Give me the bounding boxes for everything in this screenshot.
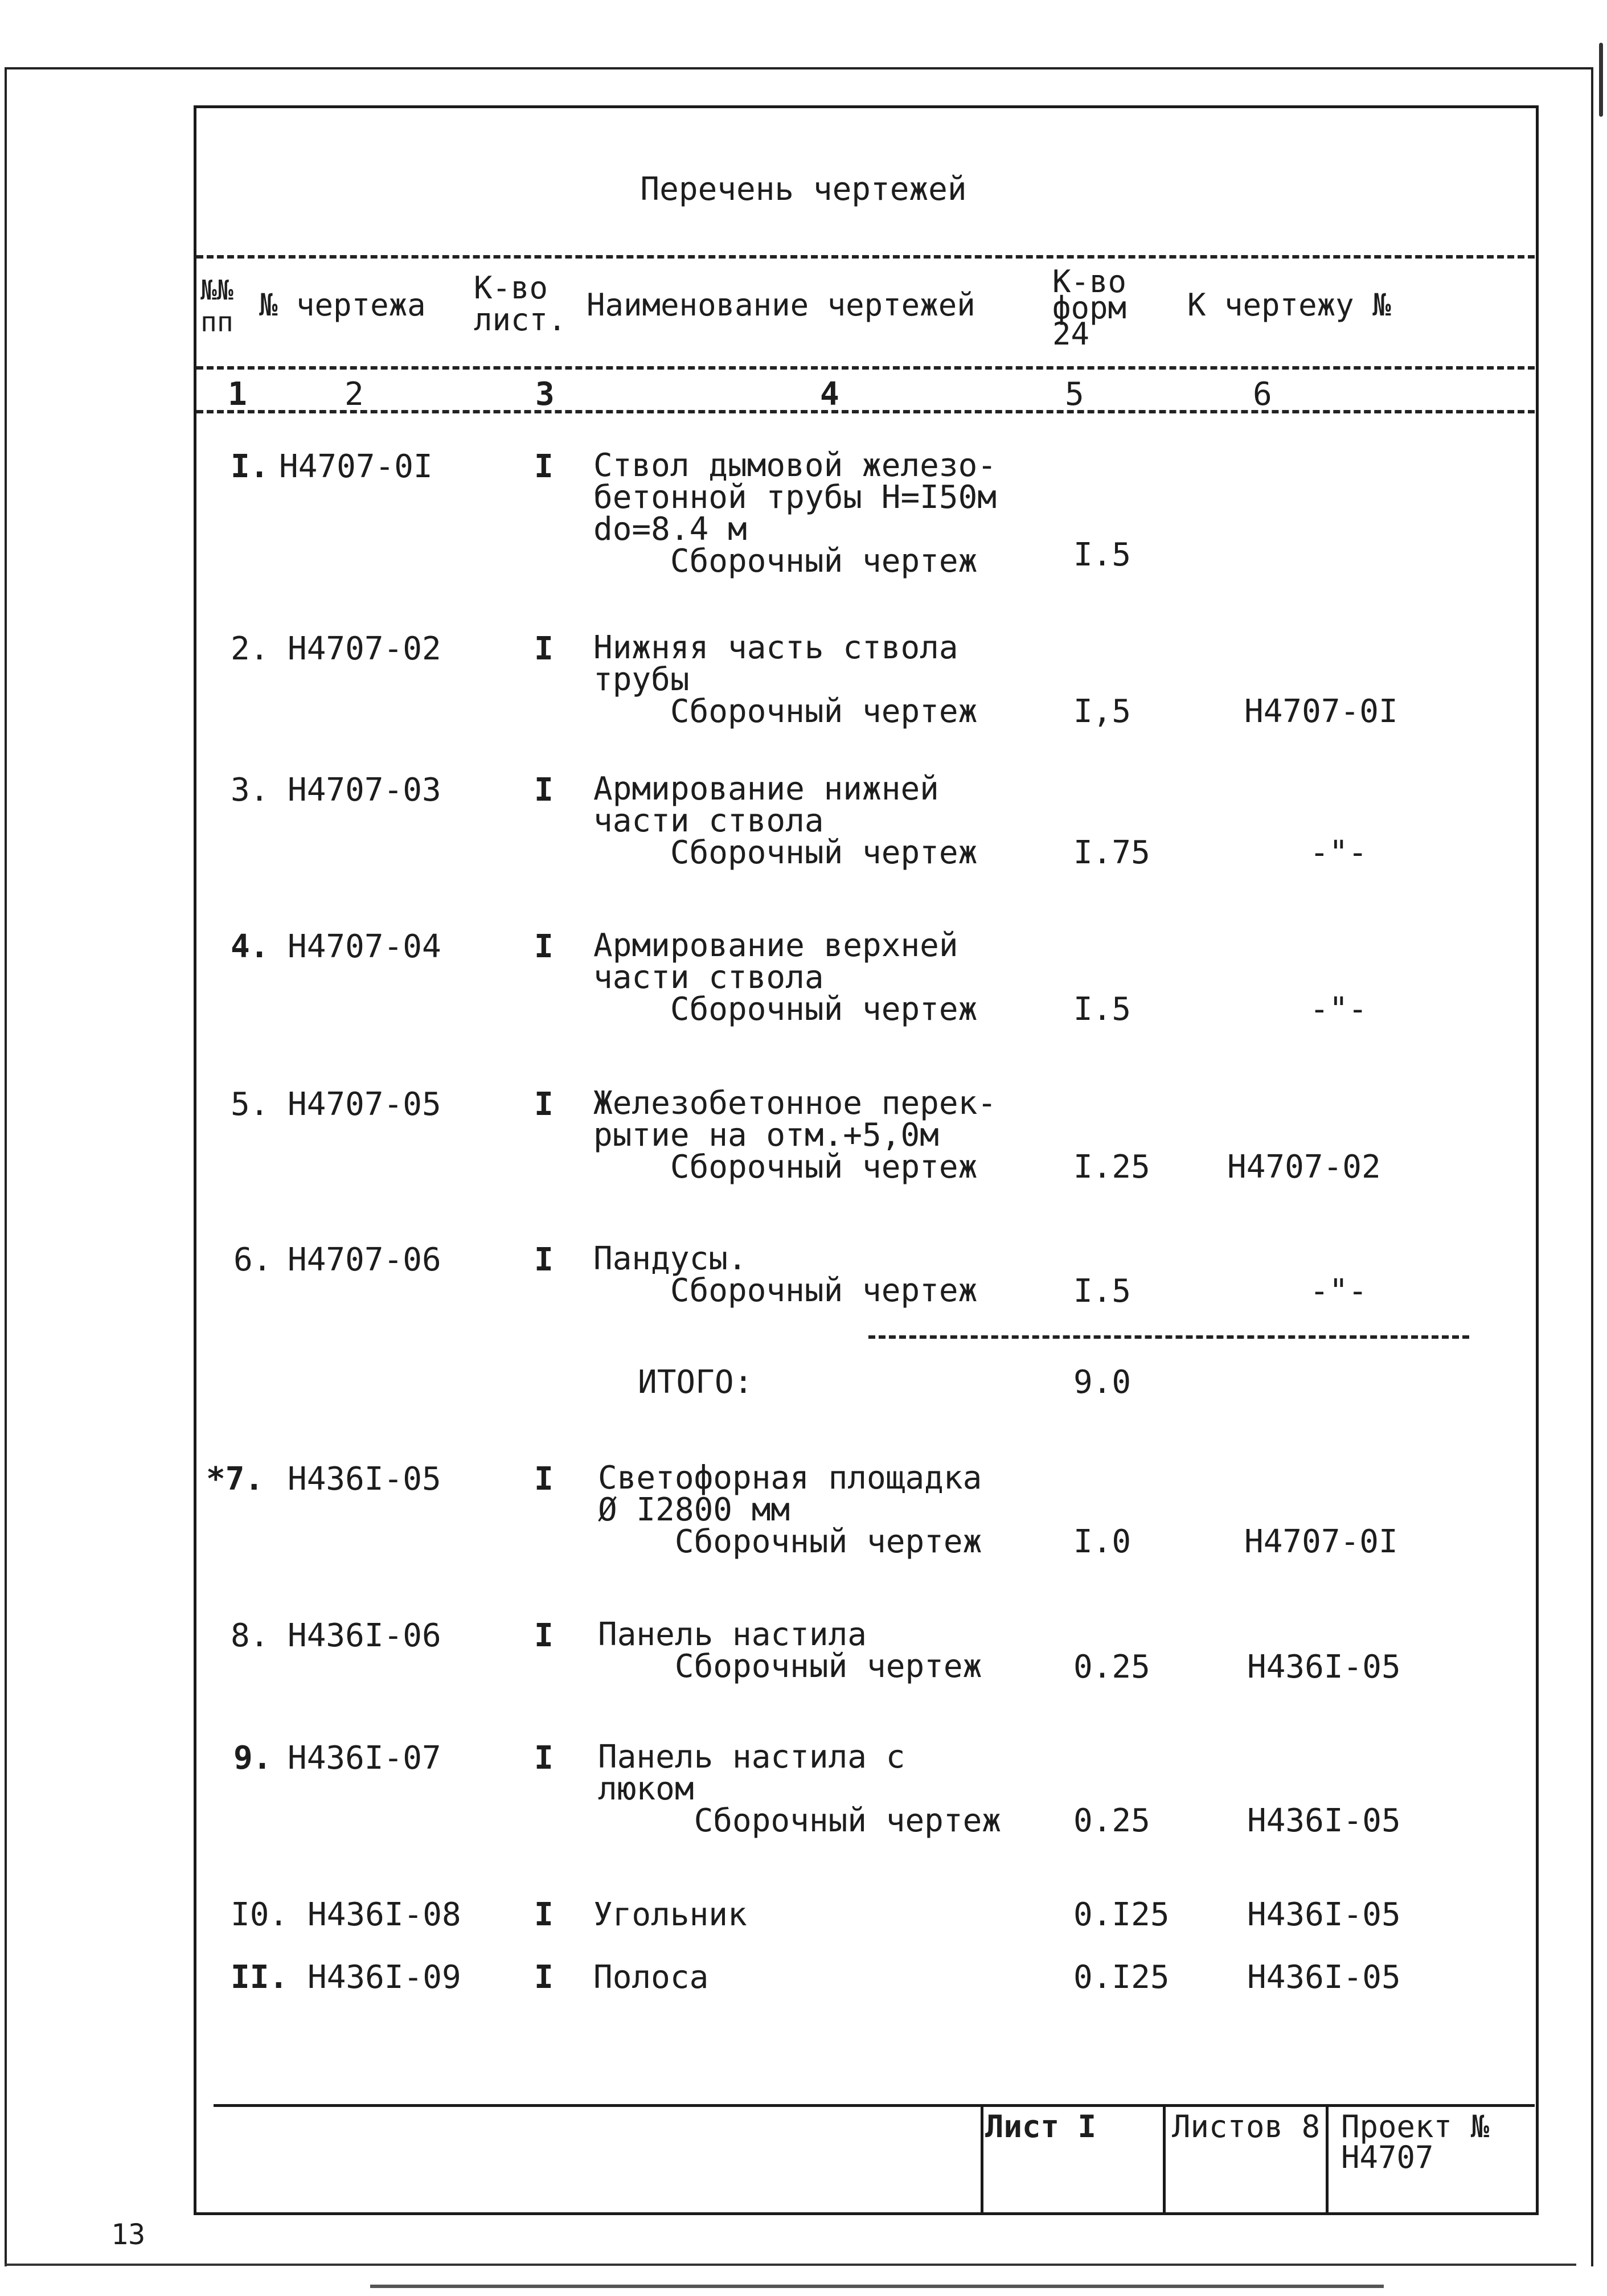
row-11-forms: 0.I25 [1073,1959,1170,1996]
row-2-name: Нижняя часть ствола трубы Сборочный чертеж [593,629,978,730]
row-1-number: I. [231,448,269,485]
row-8-drawing: Н436I-06 [288,1617,441,1654]
column-numbers-rule [196,410,1535,413]
row-3-number: 3. [231,772,269,809]
row-10-forms: 0.I25 [1073,1896,1170,1933]
row-6-drawing: Н4707-06 [288,1241,441,1278]
row-1-sheets: I [534,448,554,485]
row-10-number: I0. [231,1896,289,1933]
row-7-name: Светофорная площадка Ø I2800 мм Сборочный чертеж [598,1459,982,1560]
stamp-sheet-number: Лист I [985,2109,1097,2145]
header-bottom-rule [196,366,1535,370]
row-2-reference: Н4707-0I [1244,693,1398,730]
row-6-number: 6. [233,1241,272,1278]
page-bottom-line [370,2285,1384,2288]
row-7-drawing: Н436I-05 [288,1461,441,1498]
row-7-number: *7. [206,1461,264,1498]
column-number-5: 5 [1065,376,1084,413]
row-7-forms: I.0 [1073,1523,1132,1560]
stamp-divider-2 [1163,2104,1166,2215]
row-9-reference: Н436I-05 [1247,1802,1401,1839]
stamp-sheets-total: Листов 8 [1172,2109,1321,2145]
total-value: 9.0 [1073,1364,1132,1401]
row-8-number: 8. [231,1617,269,1654]
row-1-drawing: Н4707-0I [279,448,433,485]
column-number-6: 6 [1253,376,1272,413]
row-2-drawing: Н4707-02 [288,630,441,667]
row-11-sheets: I [534,1959,554,1996]
outer-frame-bottom [5,2264,1576,2266]
row-11-number: II. [231,1959,289,1996]
row-10-reference: Н436I-05 [1247,1896,1401,1933]
scan-edge-mark [1599,43,1603,117]
stamp-divider-1 [981,2104,983,2215]
row-7-sheets: I [534,1461,554,1498]
header-reference-drawing: К чертежу № [1187,287,1391,323]
row-8-reference: Н436I-05 [1247,1649,1401,1686]
column-number-2: 2 [345,376,364,413]
header-sheet-count: К-во лист. [474,270,567,338]
row-1-name: Ствол дымовой железо- бетонной трубы Н=I50м do=8.4 м Сборочный чертеж [593,447,997,580]
header-drawing-name: Наименование чертежей [587,287,975,323]
row-7-reference: Н4707-0I [1244,1523,1398,1560]
row-10-sheets: I [534,1896,554,1933]
column-number-1: 1 [228,376,247,413]
row-6-sheets: I [534,1241,554,1278]
corner-page-note: 13 [111,2218,146,2251]
row-9-forms: 0.25 [1073,1802,1150,1839]
row-2-forms: I,5 [1073,693,1132,730]
row-11-name: Полоса [593,1959,709,1996]
total-rule [868,1335,1469,1339]
row-8-sheets: I [534,1617,554,1654]
title-stamp-block [214,2104,1535,2215]
row-10-drawing: Н436I-08 [308,1896,461,1933]
row-8-forms: 0.25 [1073,1649,1150,1686]
row-9-sheets: I [534,1740,554,1777]
row-4-forms: I.5 [1073,991,1132,1028]
row-3-name: Армирование нижней части ствола Сборочный чертеж [593,770,978,871]
row-4-number: 4. [231,928,269,965]
stamp-project-number: Н4707 [1341,2139,1434,2175]
row-6-reference: -"- [1310,1273,1368,1310]
row-1-forms: I.5 [1073,536,1132,573]
row-9-drawing: Н436I-07 [288,1740,441,1777]
header-top-rule [196,255,1535,259]
row-2-sheets: I [534,630,554,667]
row-9-number: 9. [233,1740,272,1777]
row-4-drawing: Н4707-04 [288,928,441,965]
row-3-drawing: Н4707-03 [288,772,441,809]
row-4-sheets: I [534,928,554,965]
row-6-name: Пандусы. Сборочный чертеж [593,1240,978,1309]
row-2-number: 2. [231,630,269,667]
header-forms-count: К-во форм 24 [1052,264,1127,352]
row-8-name: Панель настила Сборочный чертеж [598,1616,982,1685]
header-drawing-number: № чертежа [259,287,426,323]
total-label: ИТОГО: [638,1364,753,1401]
row-3-reference: -"- [1310,834,1368,871]
row-5-sheets: I [534,1086,554,1123]
row-3-forms: I.75 [1073,834,1150,871]
row-4-name: Армирование верхней части ствола Сборочный чертеж [593,927,978,1028]
row-5-name: Железобетонное перек- рытие на отм.+5,0м Сборочный чертеж [593,1085,997,1186]
stamp-divider-3 [1326,2104,1329,2215]
column-number-3: 3 [535,376,555,413]
row-11-drawing: Н436I-09 [308,1959,461,1996]
stamp-project-label: Проект № [1341,2109,1490,2145]
row-5-reference: Н4707-02 [1227,1149,1381,1186]
row-3-sheets: I [534,772,554,809]
column-number-4: 4 [820,376,839,413]
row-9-name: Панель настила с люком Сборочный чертеж [598,1739,1002,1839]
row-6-forms: I.5 [1073,1273,1132,1310]
row-5-number: 5. [231,1086,269,1123]
header-row-number: №№ пп [200,274,233,338]
page-title: Перечень чертежей [640,171,967,208]
row-5-drawing: Н4707-05 [288,1086,441,1123]
row-11-reference: Н436I-05 [1247,1959,1401,1996]
row-4-reference: -"- [1310,991,1368,1028]
row-5-forms: I.25 [1073,1149,1150,1186]
row-10-name: Угольник [593,1896,747,1933]
